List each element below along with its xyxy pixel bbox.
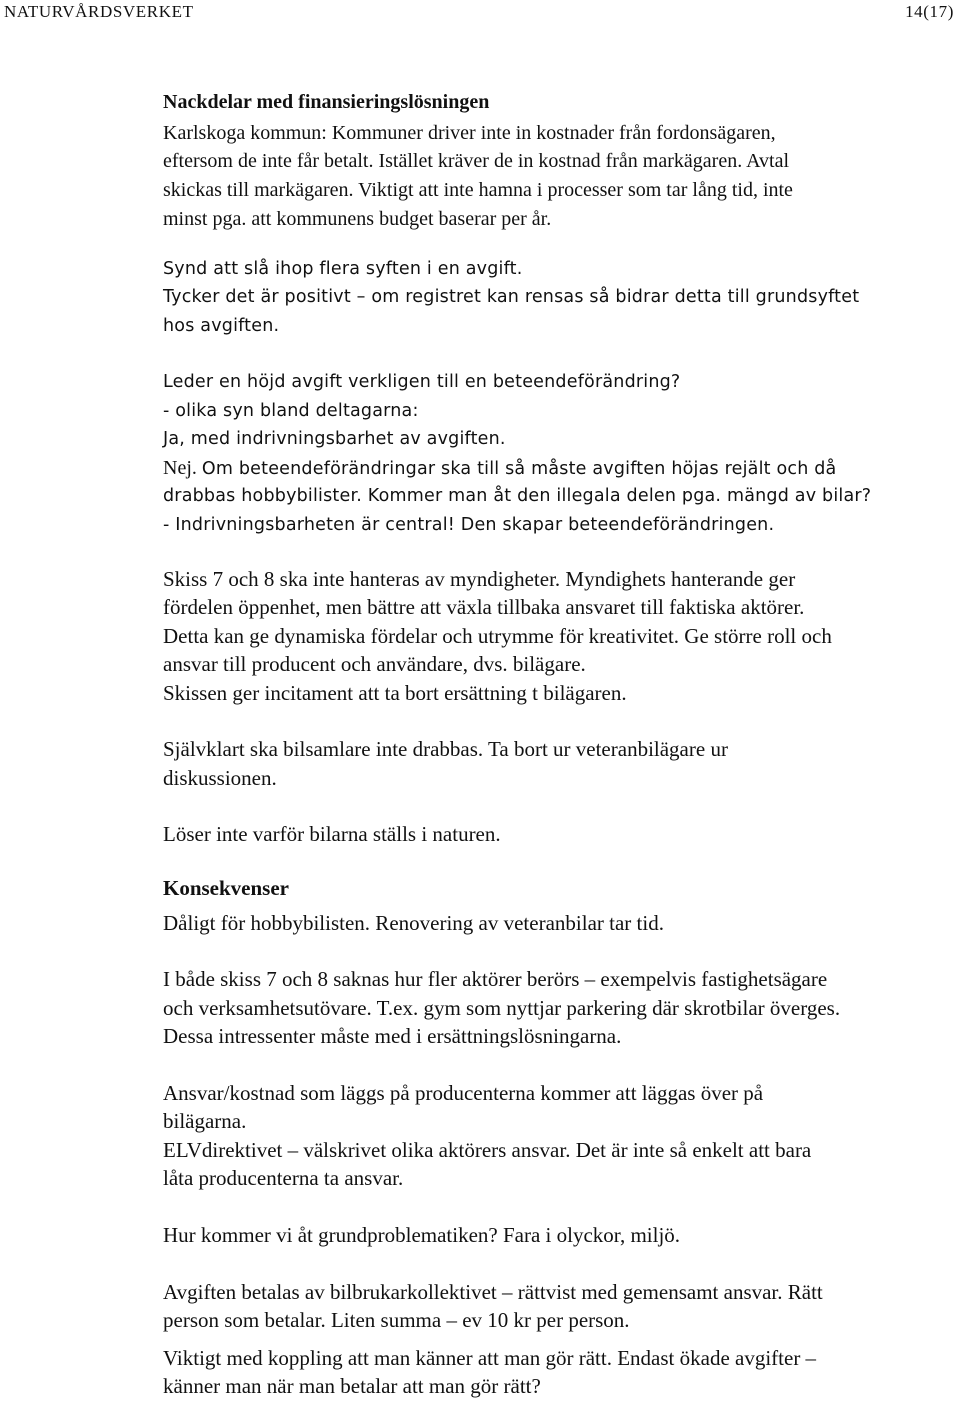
organization-name: NATURVÅRDSVERKET: [4, 2, 194, 21]
page-header: [4, 2, 954, 24]
paragraph-line: Viktigt med koppling att man känner att man gör rätt. Endast ökade avgifter –: [163, 1346, 817, 1370]
paragraph-line: Leder en höjd avgift verkligen till en beteendeförändring?: [163, 372, 681, 392]
paragraph-line: bilägarna.: [163, 1109, 247, 1133]
paragraph-line: - Indrivningsbarheten är central! Den skapar beteendeförändringen.: [163, 515, 775, 535]
paragraph-line: låta producenterna ta ansvar.: [163, 1166, 404, 1190]
paragraph-line: [163, 454, 836, 483]
paragraph-line: skickas till markägaren. Viktigt att inte hamna i processer som tar lång tid, inte: [163, 179, 793, 201]
paragraph-line: Avgiften betalas av bilbrukarkollektivet – rättvist med gemensamt ansvar. Rätt: [163, 1280, 823, 1304]
answer-no-text: Om beteendeförändringar ska till så måste avgiften höjas rejält och då: [201, 459, 837, 479]
section-heading: Nackdelar med finansieringslösningen: [163, 91, 490, 113]
paragraph-line: och verksamhetsutövare. T.ex. gym som nyttjar parkering där skrotbilar överges.: [163, 996, 841, 1020]
paragraph-line: Självklart ska bilsamlare inte drabbas. Ta bort ur veteranbilägare ur: [163, 737, 728, 761]
paragraph-line: Detta kan ge dynamiska fördelar och utrymme för kreativitet. Ge större roll och: [163, 624, 832, 648]
paragraph-line: ELVdirektivet – välskrivet olika aktörers ansvar. Det är inte så enkelt att bara: [163, 1138, 812, 1162]
paragraph-line: ansvar till producent och användare, dvs. bilägare.: [163, 652, 586, 676]
section-heading: Konsekvenser: [163, 876, 289, 900]
paragraph-line: Skiss 7 och 8 ska inte hanteras av myndigheter. Myndighets hanterande ger: [163, 567, 796, 591]
paragraph-line: Löser inte varför bilarna ställs i naturen.: [163, 822, 501, 846]
paragraph-line: Dessa intressenter måste med i ersättningslösningarna.: [163, 1024, 622, 1048]
paragraph-line: Hur kommer vi åt grundproblematiken? Fara i olyckor, miljö.: [163, 1223, 681, 1247]
paragraph-line: eftersom de inte får betalt. Istället kräver de in kostnad från markägaren. Avtal: [163, 150, 790, 172]
answer-no: Nej.: [163, 457, 197, 479]
paragraph-line: - olika syn bland deltagarna:: [163, 401, 419, 421]
paragraph-line: Tycker det är positivt – om registret kan rensas så bidrar detta till grundsyftet: [163, 287, 860, 307]
paragraph-line: diskussionen.: [163, 766, 277, 790]
paragraph-line: I både skiss 7 och 8 saknas hur fler aktörer berörs – exempelvis fastighetsägare: [163, 967, 828, 991]
page-number: 14(17): [905, 2, 954, 21]
paragraph-line: Skissen ger incitament att ta bort ersättning t bilägaren.: [163, 681, 627, 705]
paragraph-line: minst pga. att kommunens budget baserar per år.: [163, 208, 552, 230]
paragraph-line: Synd att slå ihop flera syften i en avgift.: [163, 259, 523, 279]
paragraph-line: drabbas hobbybilister. Kommer man åt den illegala delen pga. mängd av bilar?: [163, 486, 872, 506]
paragraph-line: känner man när man betalar att man gör rätt?: [163, 1374, 541, 1398]
paragraph-line: Ansvar/kostnad som läggs på producenterna kommer att läggas över på: [163, 1081, 764, 1105]
paragraph-line: person som betalar. Liten summa – ev 10 kr per person.: [163, 1308, 630, 1332]
paragraph-line: hos avgiften.: [163, 316, 280, 336]
paragraph-line: Ja, med indrivningsbarhet av avgiften.: [163, 429, 506, 449]
paragraph-line: Karlskoga kommun: Kommuner driver inte in kostnader från fordonsägaren,: [163, 122, 776, 144]
paragraph-line: fördelen öppenhet, men bättre att växla tillbaka ansvaret till faktiska aktörer.: [163, 595, 805, 619]
paragraph-line: Dåligt för hobbybilisten. Renovering av veteranbilar tar tid.: [163, 911, 664, 935]
